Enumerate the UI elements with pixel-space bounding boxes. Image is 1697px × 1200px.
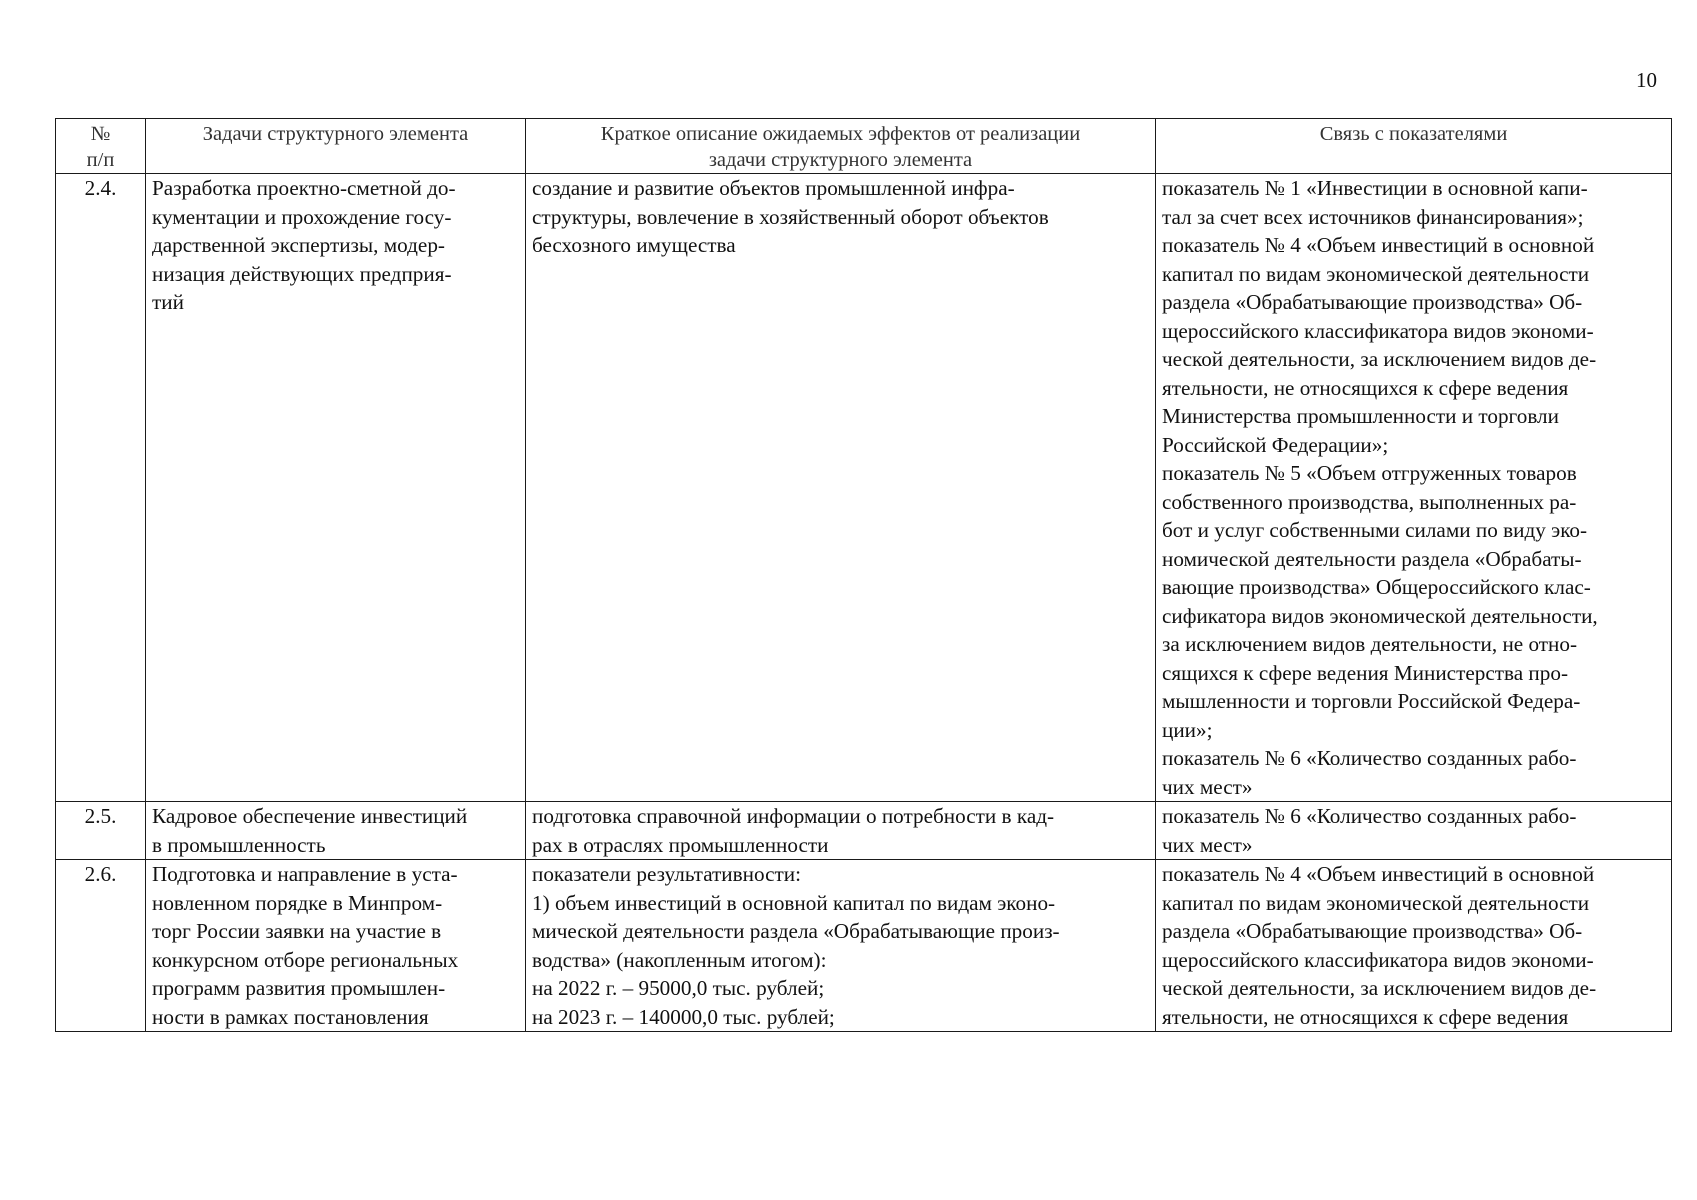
table-row [56,802,1672,860]
task-cell: Кадровое обеспечение инвестиций в промышленность [146,802,526,860]
effect-cell: подготовка справочной информации о потребности в кад- рах в отраслях промышленности [526,802,1156,860]
task-cell: Разработка проектно-сметной до- кументации и прохождение госу- дарственной экспертизы, модер- низация действующих предприя- тий [146,174,526,802]
page-number: 10 [1636,68,1657,92]
indicators-table [55,118,1672,1032]
effect-cell: создание и развитие объектов промышленной инфра- структуры, вовлечение в хозяйственный оборот объектов бесхозного имущества [526,174,1156,802]
row-number: 2.6. [56,860,146,1032]
link-cell: показатель № 6 «Количество созданных рабо- чих мест» [1156,802,1672,860]
header-task: Задачи структурного элемента [146,119,526,174]
table-header-row [56,119,1672,174]
task-cell: Подготовка и направление в уста- новленном порядке в Минпром- торг России заявки на участие в конкурсном отборе региональных программ развития промышлен- ности в рамках постановления [146,860,526,1032]
row-number: 2.4. [56,174,146,802]
row-number: 2.5. [56,802,146,860]
link-cell: показатель № 1 «Инвестиции в основной капи- тал за счет всех источников финансирования»; показатель № 4 «Объем инвестиций в основной капитал по видам экономической деятельности раздела «Обрабатывающие производства» Об- щероссийского классификатора видов экономи- ческой деятельности, за исключением видов де- ятельности, не относящихся к сфере ведения Министерства промышленности и торговли Российской Федерации»; показатель № 5 «Объем отгруженных товаров собственного производства, выполненных ра- бот и услуг собственными силами по виду эко- номической деятельности раздела «Обрабаты- вающие производства» Общероссийского клас- сификатора видов экономической деятельности, за исключением видов деятельности, не отно- сящихся к сфере ведения Министерства про- мышленности и торговли Российской Федера- ции»; показатель № 6 «Количество созданных рабо- чих мест» [1156,174,1672,802]
table-row [56,860,1672,1032]
table-row [56,174,1672,802]
header-link: Связь с показателями [1156,119,1672,174]
link-cell: показатель № 4 «Объем инвестиций в основной капитал по видам экономической деятельности раздела «Обрабатывающие производства» Об- щероссийского классификатора видов экономи- ческой деятельности, за исключением видов де- ятельности, не относящихся к сфере ведения [1156,860,1672,1032]
header-effect: Краткое описание ожидаемых эффектов от реализации задачи структурного элемента [526,119,1156,174]
effect-cell: показатели результативности: 1) объем инвестиций в основной капитал по видам эконо- мической деятельности раздела «Обрабатывающие произ- водства» (накопленным итогом): на 2022 г. – 95000,0 тыс. рублей; на 2023 г. – 140000,0 тыс. рублей; [526,860,1156,1032]
header-num: № п/п [56,119,146,174]
